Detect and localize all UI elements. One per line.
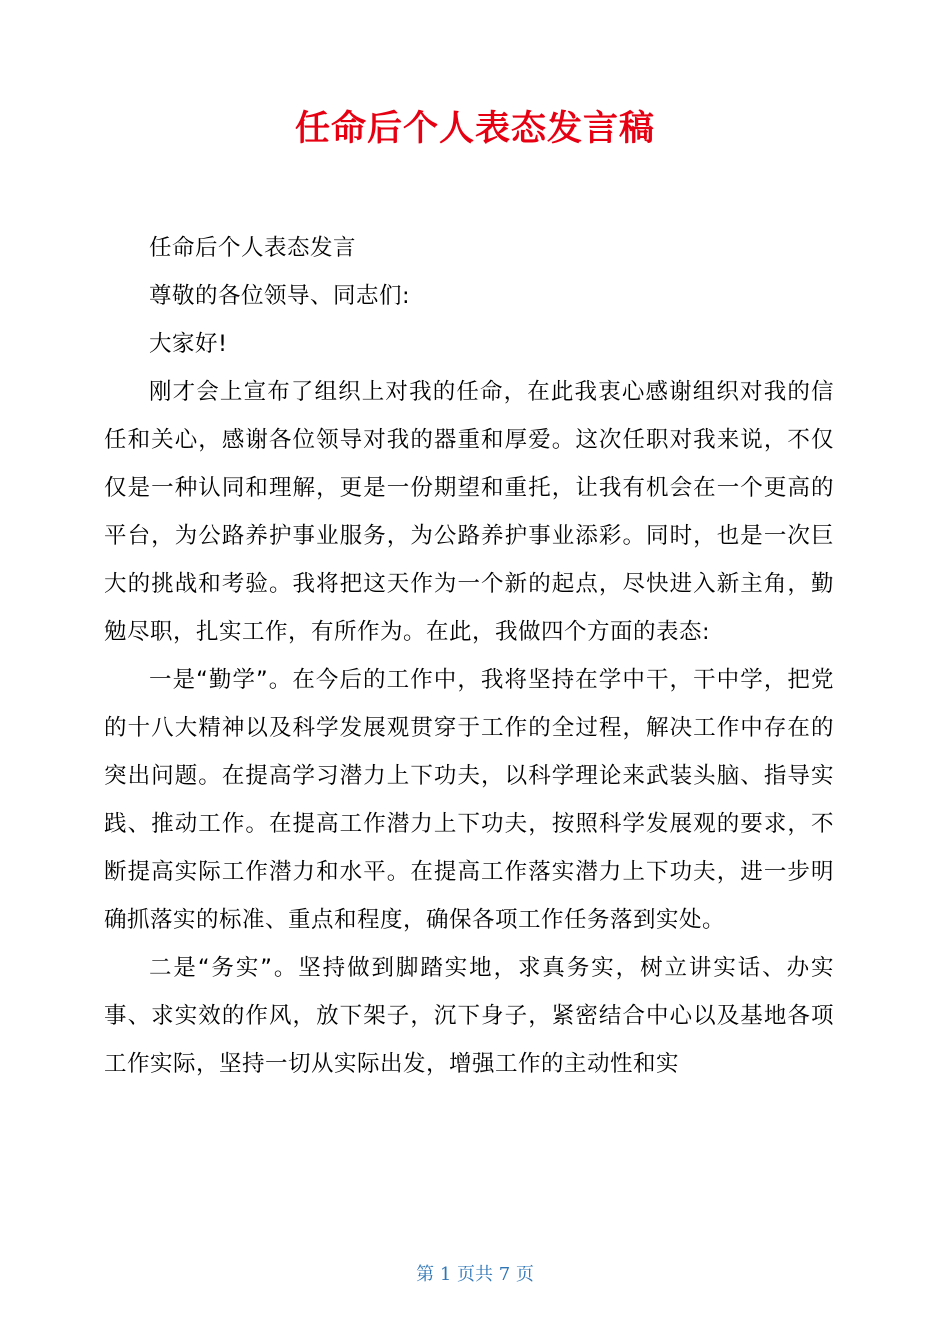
paragraph-heading: 任命后个人表态发言 xyxy=(149,235,357,261)
paragraph-salutation: 尊敬的各位领导、同志们: xyxy=(149,283,411,309)
paragraph-intro: 刚才会上宣布了组织上对我的任命，在此我衷心感谢组织对我的信任和关心，感谢各位领导对我的器重和厚爱。这次任职对我来说，不仅仅是一种认同和理解，更是一份期望和重托，让我有机会在一个更高的平台，为公路养护事业服务，为公路养护事业添彩。同时，也是一次巨大的挑战和考验。我将把这天作为一个新的起点，尽快进入新主角，勤勉尽职，扎实工作，有所作为。在此，我做四个方面的表态: xyxy=(104,379,834,645)
paragraph-point-one: 一是“勤学”。在今后的工作中，我将坚持在学中干，干中学，把党的十八大精神以及科学发展观贯穿于工作的全过程，解决工作中存在的突出问题。在提高学习潜力上下功夫，以科学理论来武装头脑、指导实践、推动工作。在提高工作潜力上下功夫，按照科学发展观的要求，不断提高实际工作潜力和水平。在提高工作落实潜力上下功夫，进一步明确抓落实的标准、重点和程度，确保各项工作任务落到实处。 xyxy=(104,667,834,933)
paragraph-greeting: 大家好! xyxy=(149,331,228,357)
paragraph-point-two: 二是“务实”。坚持做到脚踏实地，求真务实，树立讲实话、办实事、求实效的作风，放下架子，沉下身子，紧密结合中心以及基地各项工作实际，坚持一切从实际出发，增强工作的主动性和实 xyxy=(104,955,834,1077)
document-body xyxy=(104,224,834,1088)
page-footer: 第 1 页共 7 页 xyxy=(416,1264,534,1285)
document-title: 任命后个人表态发言稿 xyxy=(294,109,655,149)
